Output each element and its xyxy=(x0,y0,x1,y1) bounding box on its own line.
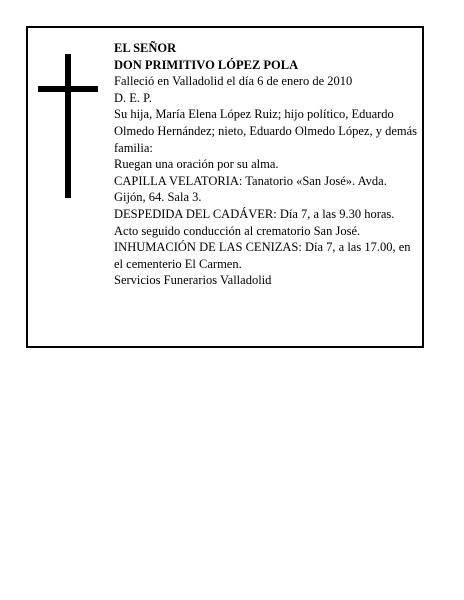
death-statement: Falleció en Valladolid el día 6 de enero de 2010 xyxy=(114,74,353,89)
family-line: Su hija, María Elena López Ruiz; hijo político, Eduardo Olmedo Hernández; nieto, Eduardo Olmedo López, y demás familia: xyxy=(114,107,418,155)
obituary-text xyxy=(114,40,420,289)
obituary-notice xyxy=(26,26,424,348)
farewell-info: DESPEDIDA DEL CADÁVER: Día 7, a las 9.30 horas. Acto seguido conducción al crematorio San José. xyxy=(114,206,395,238)
notice-title: EL SEÑOR xyxy=(114,41,177,55)
cross-icon xyxy=(38,54,98,198)
rip-line: D. E. P. xyxy=(114,90,152,105)
chapel-info: CAPILLA VELATORIA: Tanatorio «San José». Avda. Gijón, 64. Sala 3. xyxy=(114,173,387,205)
cross-horizontal-bar xyxy=(38,86,98,92)
deceased-name: DON PRIMITIVO LÓPEZ POLA xyxy=(114,57,299,72)
prayer-request: Ruegan una oración por su alma. xyxy=(114,157,279,172)
burial-info: INHUMACIÓN DE LAS CENIZAS: Día 7, a las 17.00, en el cementerio El Carmen. xyxy=(114,240,411,271)
cross-vertical-bar xyxy=(65,54,71,198)
funeral-services: Servicios Funerarios Valladolid xyxy=(114,273,272,288)
